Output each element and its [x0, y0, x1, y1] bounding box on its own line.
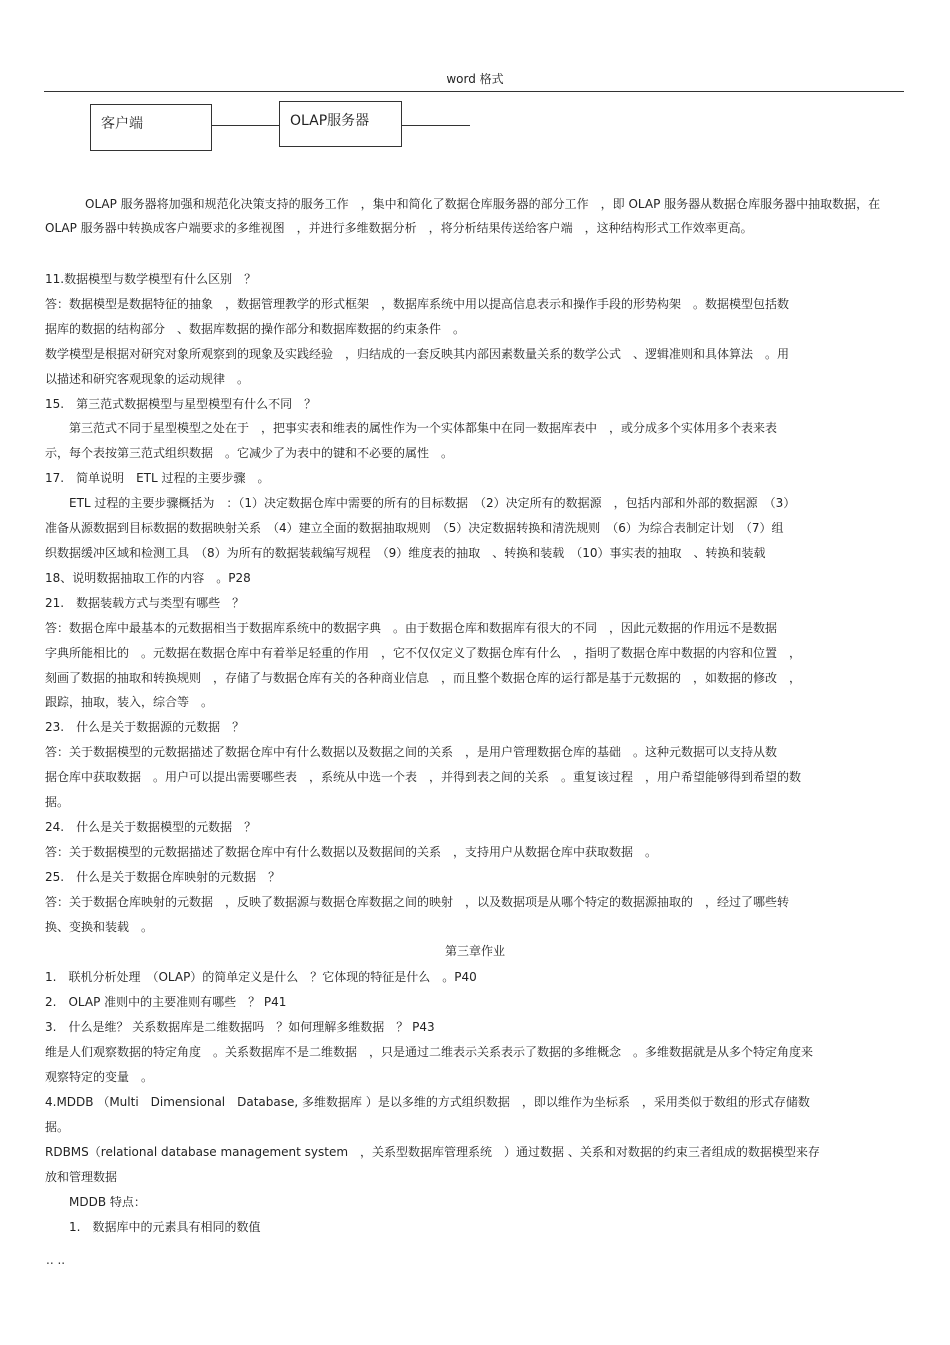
qa-line: 24. 什么是关于数据模型的元数据 ？	[45, 819, 257, 834]
qa-line: 据库的数据的结构部分 、数据库数据的操作部分和数据库数据的约束条件 。	[45, 321, 466, 336]
qa-line: 示，每个表按第三范式组织数据 。它减少了为表中的键和不必要的属性 。	[45, 446, 454, 461]
chapter-line: MDDB 特点：	[45, 1195, 146, 1209]
qa-line: 15. 第三范式数据模型与星型模型有什么不同 ？	[45, 396, 317, 411]
intro-paragraph: OLAP 服务器将加强和规范化决策支持的服务工作 ，集中和简化了数据仓库服务器的部分工作 ，即 OLAP 服务器从数据仓库服务器中抽取数据，在 OLAP 服务器中转换成客户端要求的多维视图 ，并进行多维数据分析 ，将分析结果传送给客户端 ，这种结构形式工作效率更高。	[45, 197, 881, 235]
qa-line: 跟踪，抽取，装入，综合等 。	[45, 695, 214, 710]
chapter-line: 1. 数据库中的元素具有相同的数值	[45, 1220, 261, 1234]
chapter-line: 放和管理数据	[45, 1170, 118, 1184]
page-header: word 格式	[446, 72, 504, 86]
chapter-title: 第三章作业	[444, 944, 505, 958]
qa-line: 11.数据模型与数学模型有什么区别 ？	[45, 272, 257, 286]
header-divider	[44, 91, 904, 92]
qa-line: 23. 什么是关于数据源的元数据 ？	[45, 720, 245, 735]
chapter-line: 观察特定的变量 。	[45, 1070, 154, 1084]
qa-line: 17. 简单说明 ETL 过程的主要步骤 。	[45, 471, 270, 486]
chapter-line: 4.MDDB （Multi Dimensional Database, 多维数据库 ）是以多维的方式组织数据 ，即以维作为坐标系 ，采用类似于数组的形式存储数	[45, 1095, 810, 1109]
chapter-line: RDBMS（relational database management system ，关系型数据库管理系统 ）通过数据 、关系和对数据的约束三者组成的数据模型来存	[45, 1145, 820, 1159]
chapter-section	[45, 965, 905, 1240]
chapter-line: 据。	[45, 1120, 70, 1134]
qa-line: 据仓库中获取数据 。用户可以提出需要哪些表 ，系统从中选一个表 ，并得到表之间的关系 。重复该过程 ，用户希望能够得到希望的数	[45, 770, 802, 785]
qa-line: ETL 过程的主要步骤概括为 ：（1）决定数据仓库中需要的所有的目标数据 （2）决定所有的数据源 ，包括内部和外部的数据源 （3）	[45, 496, 796, 511]
chapter-line: 维是人们观察数据的特定角度 。关系数据库不是二维数据 ，只是通过二维表示关系表示了数据的多维概念 。多维数据就是从多个特定角度来	[45, 1045, 814, 1059]
qa-line: 准备从源数据到目标数据的数据映射关系 （4）建立全面的数据抽取规则 （5）决定数据转换和清洗规则 （6）为综合表制定计划 （7）组	[45, 521, 784, 536]
qa-line: 21. 数据装载方式与类型有哪些 ？	[45, 595, 245, 610]
qa-line: 25. 什么是关于数据仓库映射的元数据 ？	[45, 869, 281, 884]
diagram-connector-left	[212, 125, 279, 126]
qa-line: 答：关于数据模型的元数据描述了数据仓库中有什么数据以及数据之间的关系 ，是用户管理数据仓库的基础 。这种元数据可以支持从数	[45, 745, 778, 760]
qa-section	[45, 267, 905, 939]
qa-line: 据。	[45, 795, 70, 810]
chapter-line: 1. 联机分析处理 （OLAP）的简单定义是什么 ？它体现的特征是什么 。P40	[45, 970, 477, 984]
qa-line: 答：关于数据模型的元数据描述了数据仓库中有什么数据以及数据间的关系 ，支持用户从数据仓库中获取数据 。	[45, 844, 658, 859]
diagram-connector-right	[402, 125, 470, 126]
qa-line: 答：数据仓库中最基本的元数据相当于数据库系统中的数据字典 。由于数据仓库和数据库有很大的不同 ，因此元数据的作用远不是数据	[45, 620, 778, 635]
qa-line: 答：数据模型是数据特征的抽象 ，数据管理教学的形式框架 ，数据库系统中用以提高信息表示和操作手段的形势构架 。数据模型包括数	[45, 296, 790, 311]
qa-line: 以描述和研究客观现象的运动规律 。	[45, 371, 250, 386]
client-box: 客户端	[90, 104, 212, 151]
qa-line: 字典所能相比的 。元数据在数据仓库中有着举足轻重的作用 ，它不仅仅定义了数据仓库有什么 ，指明了数据仓库中数据的内容和位置 ，	[45, 645, 802, 660]
qa-line: 答：关于数据仓库映射的元数据 ，反映了数据源与数据仓库数据之间的映射 ，以及数据项是从哪个特定的数据源抽取的 ，经过了哪些转	[45, 894, 790, 909]
qa-line: 18、说明数据抽取工作的内容 。P28	[45, 570, 251, 585]
chapter-line: 3. 什么是维？ 关系数据库是二维数据吗 ？如何理解多维数据 ？ P43	[45, 1020, 435, 1034]
olap-server-box: OLAP服务器	[279, 101, 402, 147]
page-footer: .. ..	[46, 1253, 66, 1267]
chapter-line: 2. OLAP 准则中的主要准则有哪些 ？ P41	[45, 995, 287, 1009]
qa-line: 换、变换和装载 。	[45, 919, 154, 934]
qa-line: 数学模型是根据对研究对象所观察到的现象及实践经验 ，归结成的一套反映其内部因素数量关系的数学公式 、逻辑准则和具体算法 。用	[45, 346, 790, 361]
qa-line: 第三范式不同于星型模型之处在于 ，把事实表和维表的属性作为一个实体都集中在同一数据库表中 ，或分成多个实体用多个表来表	[45, 421, 778, 436]
qa-line: 刻画了数据的抽取和转换规则 ，存储了与数据仓库有关的各种商业信息 ，而且整个数据仓库的运行都是基于元数据的 ，如数据的修改 ，	[45, 670, 802, 685]
qa-line: 织数据缓冲区域和检测工具 （8）为所有的数据装载编写规程 （9）维度表的抽取 、转换和装载 （10）事实表的抽取 、转换和装载	[45, 545, 766, 560]
